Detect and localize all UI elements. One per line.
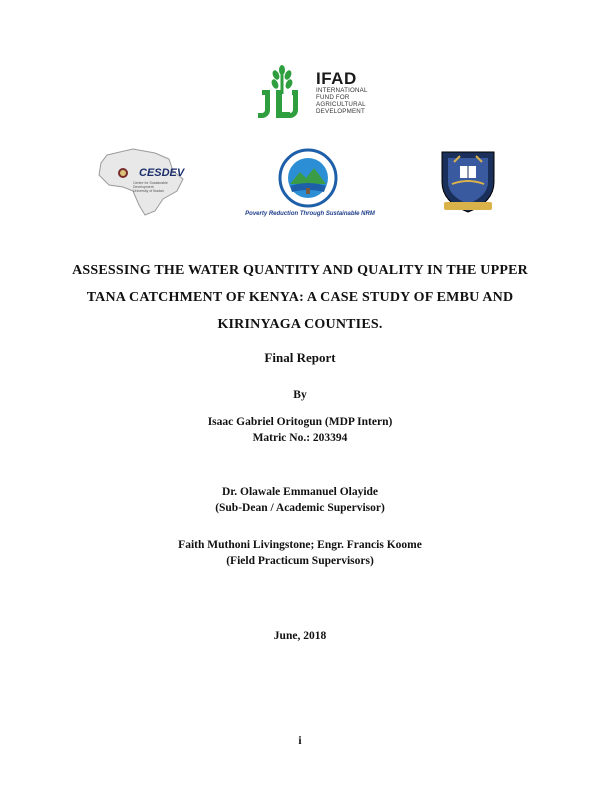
author-name: Isaac Gabriel Oritogun (MDP Intern) (207, 416, 393, 428)
report-type: Final Report (264, 350, 336, 365)
field-supervisors-names: Faith Muthoni Livingstone; Engr. Francis Koome (178, 539, 422, 551)
utanrmp-tagline: Poverty Reduction Through Sustainable NRM (245, 211, 375, 217)
ifad-subtitle-4: DEVELOPMENT (316, 108, 365, 115)
ifad-emblem-icon (252, 60, 312, 122)
report-title-line-3: KIRINYAGA COUNTIES. (217, 317, 383, 332)
cesdev-subtitle-2: Development (133, 185, 154, 189)
report-title-line-1: ASSESSING THE WATER QUANTITY AND QUALITY IN THE UPPER (72, 263, 528, 278)
matric-number: Matric No.: 203394 (252, 432, 348, 444)
cesdev-subtitle-3: University of Ibadan (133, 189, 164, 193)
utanrmp-emblem-icon (268, 148, 348, 208)
shield-crest-icon (436, 148, 500, 214)
academic-supervisor-name: Dr. Olawale Emmanuel Olayide (221, 486, 379, 498)
report-title-line-2: TANA CATCHMENT OF KENYA: A CASE STUDY OF EMBU AND (86, 290, 514, 305)
university-crest-logo (436, 148, 500, 214)
ifad-wordmark (316, 70, 368, 115)
field-supervisors-role: (Field Practicum Supervisors) (226, 555, 374, 567)
cesdev-logo (93, 145, 189, 217)
by-label: By (293, 389, 307, 401)
ifad-subtitle-2: FUND FOR (316, 94, 350, 101)
ifad-name: IFAD (316, 69, 357, 88)
utanrmp-logo (268, 148, 348, 208)
report-date: June, 2018 (273, 630, 327, 642)
ifad-subtitle-1: INTERNATIONAL (316, 87, 368, 94)
academic-supervisor-role: (Sub-Dean / Academic Supervisor) (215, 502, 385, 514)
ifad-subtitle-3: AGRICULTURAL (316, 101, 366, 108)
cesdev-subtitle-1: Centre for Sustainable (133, 181, 168, 185)
page-number: i (298, 735, 302, 747)
cesdev-name: CESDEV (139, 167, 185, 179)
